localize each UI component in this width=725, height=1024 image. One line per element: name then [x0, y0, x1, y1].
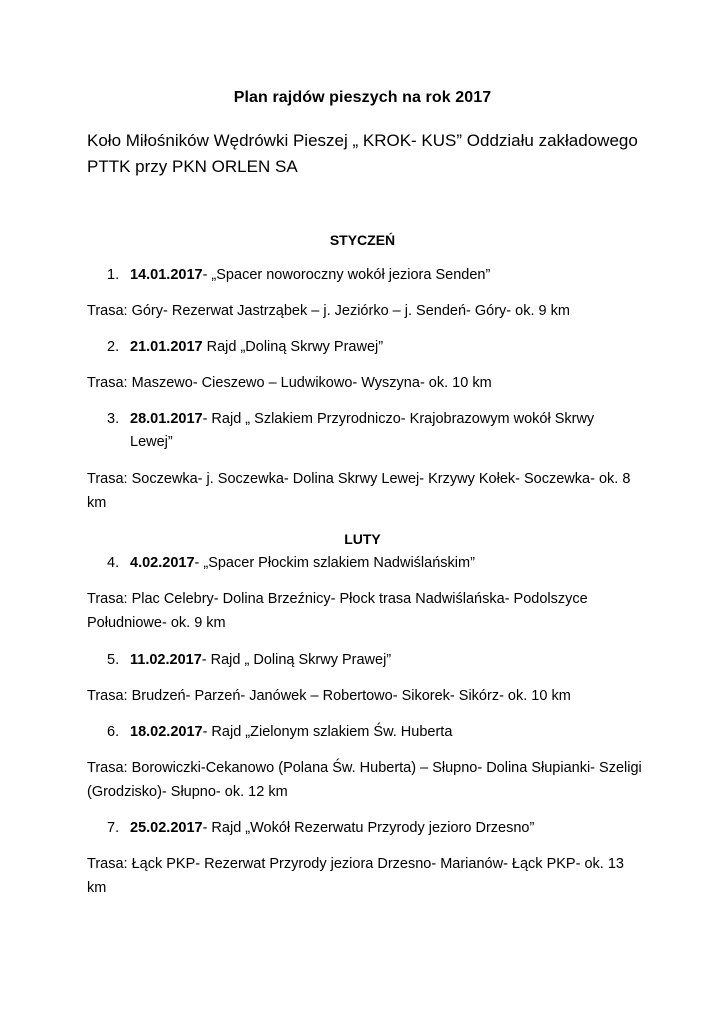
document-subtitle: Koło Miłośników Wędrówki Pieszej „ KROK- KUS” Oddziału zakładowego PTTK przy PKN ORLEN SA: [87, 131, 638, 176]
item-description: - Rajd „ Doliną Skrwy Prawej”: [201, 652, 392, 668]
item-date: 14.01.2017: [130, 267, 203, 283]
item-description: - „Spacer Płockim szlakiem Nadwiślańskim”: [194, 555, 475, 571]
item-number: 1.: [107, 267, 120, 283]
month-heading-february: LUTY: [344, 531, 381, 547]
item-date: 25.02.2017: [130, 820, 203, 836]
item-description: Rajd „Doliną Skrwy Prawej”: [202, 339, 384, 355]
list-item: [107, 721, 647, 744]
item-date: 18.02.2017: [130, 724, 203, 740]
list-item: [107, 408, 647, 454]
list-item: [107, 552, 647, 575]
route-text: Trasa: Góry- Rezerwat Jastrząbek – j. Jeziórko – j. Sendeń- Góry- ok. 9 km: [87, 303, 570, 319]
item-description: - Rajd „ Szlakiem Przyrodniczo- Krajobrazowym wokół Skrwy Lewej”: [130, 411, 595, 450]
item-description: - „Spacer noworoczny wokół jeziora Senden”: [202, 267, 491, 283]
item-date: 28.01.2017: [130, 411, 203, 427]
item-description: - Rajd „Zielonym szlakiem Św. Huberta: [202, 724, 453, 740]
route-text: Trasa: Plac Celebry- Dolina Brzeźnicy- Płock trasa Nadwiślańska- Podolszyce Południowe- ok. 9 km: [87, 591, 588, 631]
list-item: [107, 817, 647, 840]
item-number: 6.: [107, 724, 120, 740]
document-title: Plan rajdów pieszych na rok 2017: [233, 89, 492, 106]
item-date: 21.01.2017: [130, 339, 203, 355]
route-text: Trasa: Borowiczki-Cekanowo (Polana Św. Huberta) – Słupno- Dolina Słupianki- Szeligi (Grodzisko)- Słupno- ok. 12 km: [87, 760, 642, 800]
item-number: 5.: [107, 652, 120, 668]
month-heading-january: STYCZEŃ: [329, 232, 396, 248]
route-text: Trasa: Soczewka- j. Soczewka- Dolina Skrwy Lewej- Krzywy Kołek- Soczewka- ok. 8 km: [87, 471, 631, 511]
list-item: [107, 649, 647, 672]
route-text: Trasa: Łąck PKP- Rezerwat Przyrody jeziora Drzesno- Marianów- Łąck PKP- ok. 13 km: [87, 856, 624, 896]
item-description: - Rajd „Wokół Rezerwatu Przyrody jezioro Drzesno”: [202, 820, 535, 836]
route-text: Trasa: Brudzeń- Parzeń- Janówek – Robertowo- Sikorek- Sikórz- ok. 10 km: [87, 688, 571, 704]
item-number: 3.: [107, 411, 120, 427]
item-number: 4.: [107, 555, 120, 571]
item-date: 4.02.2017: [130, 555, 195, 571]
item-number: 7.: [107, 820, 120, 836]
list-item: [107, 264, 647, 287]
item-date: 11.02.2017: [130, 652, 202, 668]
item-number: 2.: [107, 339, 120, 355]
route-text: Trasa: Maszewo- Cieszewo – Ludwikowo- Wyszyna- ok. 10 km: [87, 375, 492, 391]
list-item: [107, 336, 647, 359]
